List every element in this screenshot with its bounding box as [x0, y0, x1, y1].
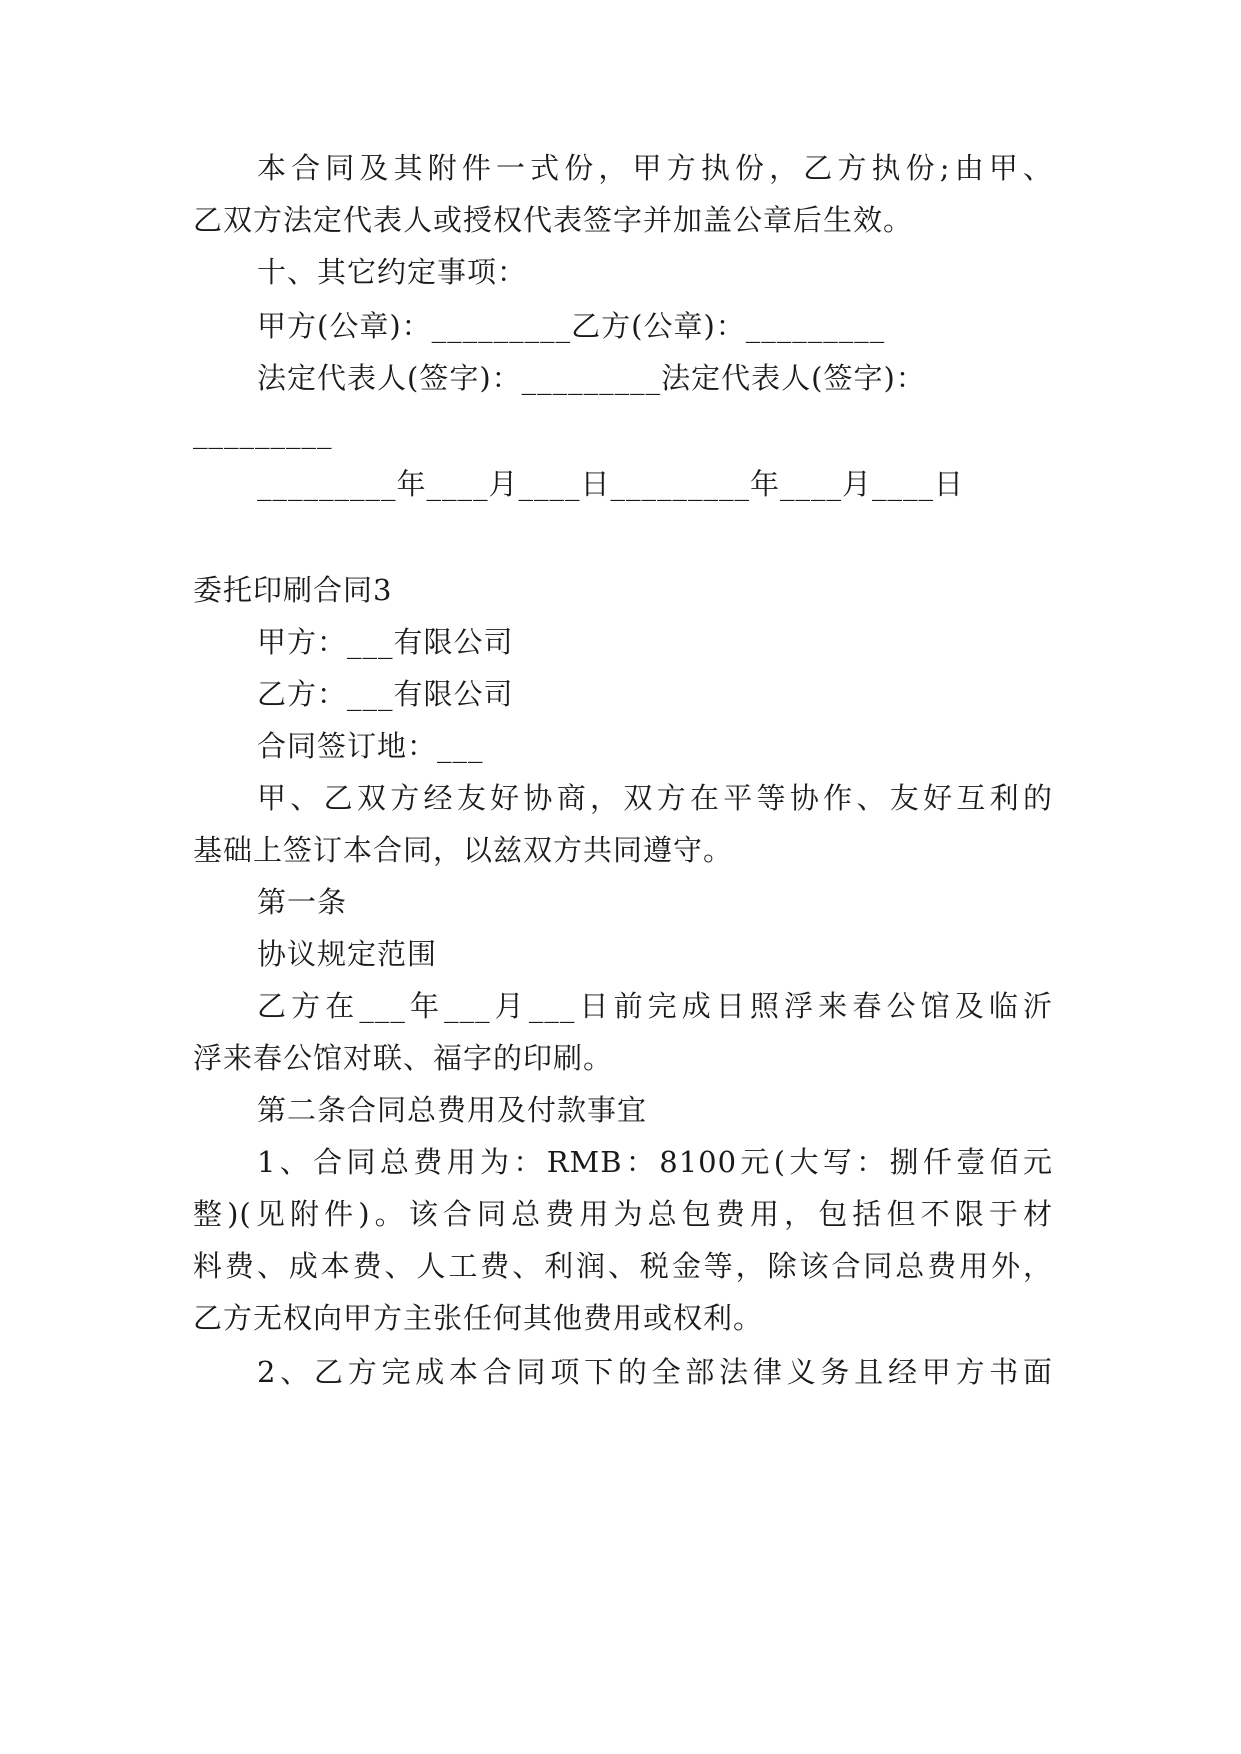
contract-title: 委托印刷合同3: [193, 573, 393, 607]
paragraph-line: 本合同及其附件一式份，甲方执份，乙方执份;由甲、: [257, 151, 1053, 185]
signature-blank: _________: [193, 415, 333, 449]
paragraph-line: 1、合同总费用为：RMB：8100元(大写：捌仟壹佰元: [257, 1145, 1053, 1179]
date-line: _________年____月____日_________年____月____日: [257, 467, 965, 501]
paragraph-line: 料费、成本费、人工费、利润、税金等，除该合同总费用外，: [193, 1249, 1053, 1283]
signature-line-representative: 法定代表人(签字)：_________法定代表人(签字)：: [257, 361, 926, 395]
paragraph-line: 基础上签订本合同，以兹双方共同遵守。: [193, 833, 734, 867]
paragraph-line: 乙方无权向甲方主张任何其他费用或权利。: [193, 1301, 764, 1335]
article-subheading: 协议规定范围: [257, 937, 438, 971]
paragraph-line: 浮来春公馆对联、福字的印刷。: [193, 1041, 614, 1075]
signing-place: 合同签订地：___: [257, 729, 484, 763]
section-heading: 十、其它约定事项：: [257, 255, 528, 289]
paragraph-line: 甲、乙双方经友好协商，双方在平等协作、友好互利的: [257, 781, 1053, 815]
signature-line-seal: 甲方(公章)：_________乙方(公章)：_________: [257, 309, 886, 343]
paragraph-line: 乙双方法定代表人或授权代表签字并加盖公章后生效。: [193, 203, 914, 237]
paragraph-line: 整)(见附件)。该合同总费用为总包费用，包括但不限于材: [193, 1197, 1053, 1231]
article-heading: 第一条: [257, 885, 348, 919]
party-a: 甲方：___有限公司: [257, 625, 514, 659]
party-b: 乙方：___有限公司: [257, 677, 514, 711]
article-heading: 第二条合同总费用及付款事宜: [257, 1093, 648, 1127]
paragraph-line: 2、乙方完成本合同项下的全部法律义务且经甲方书面: [257, 1355, 1053, 1389]
paragraph-line: 乙方在___年___月___日前完成日照浮来春公馆及临沂: [257, 989, 1053, 1023]
